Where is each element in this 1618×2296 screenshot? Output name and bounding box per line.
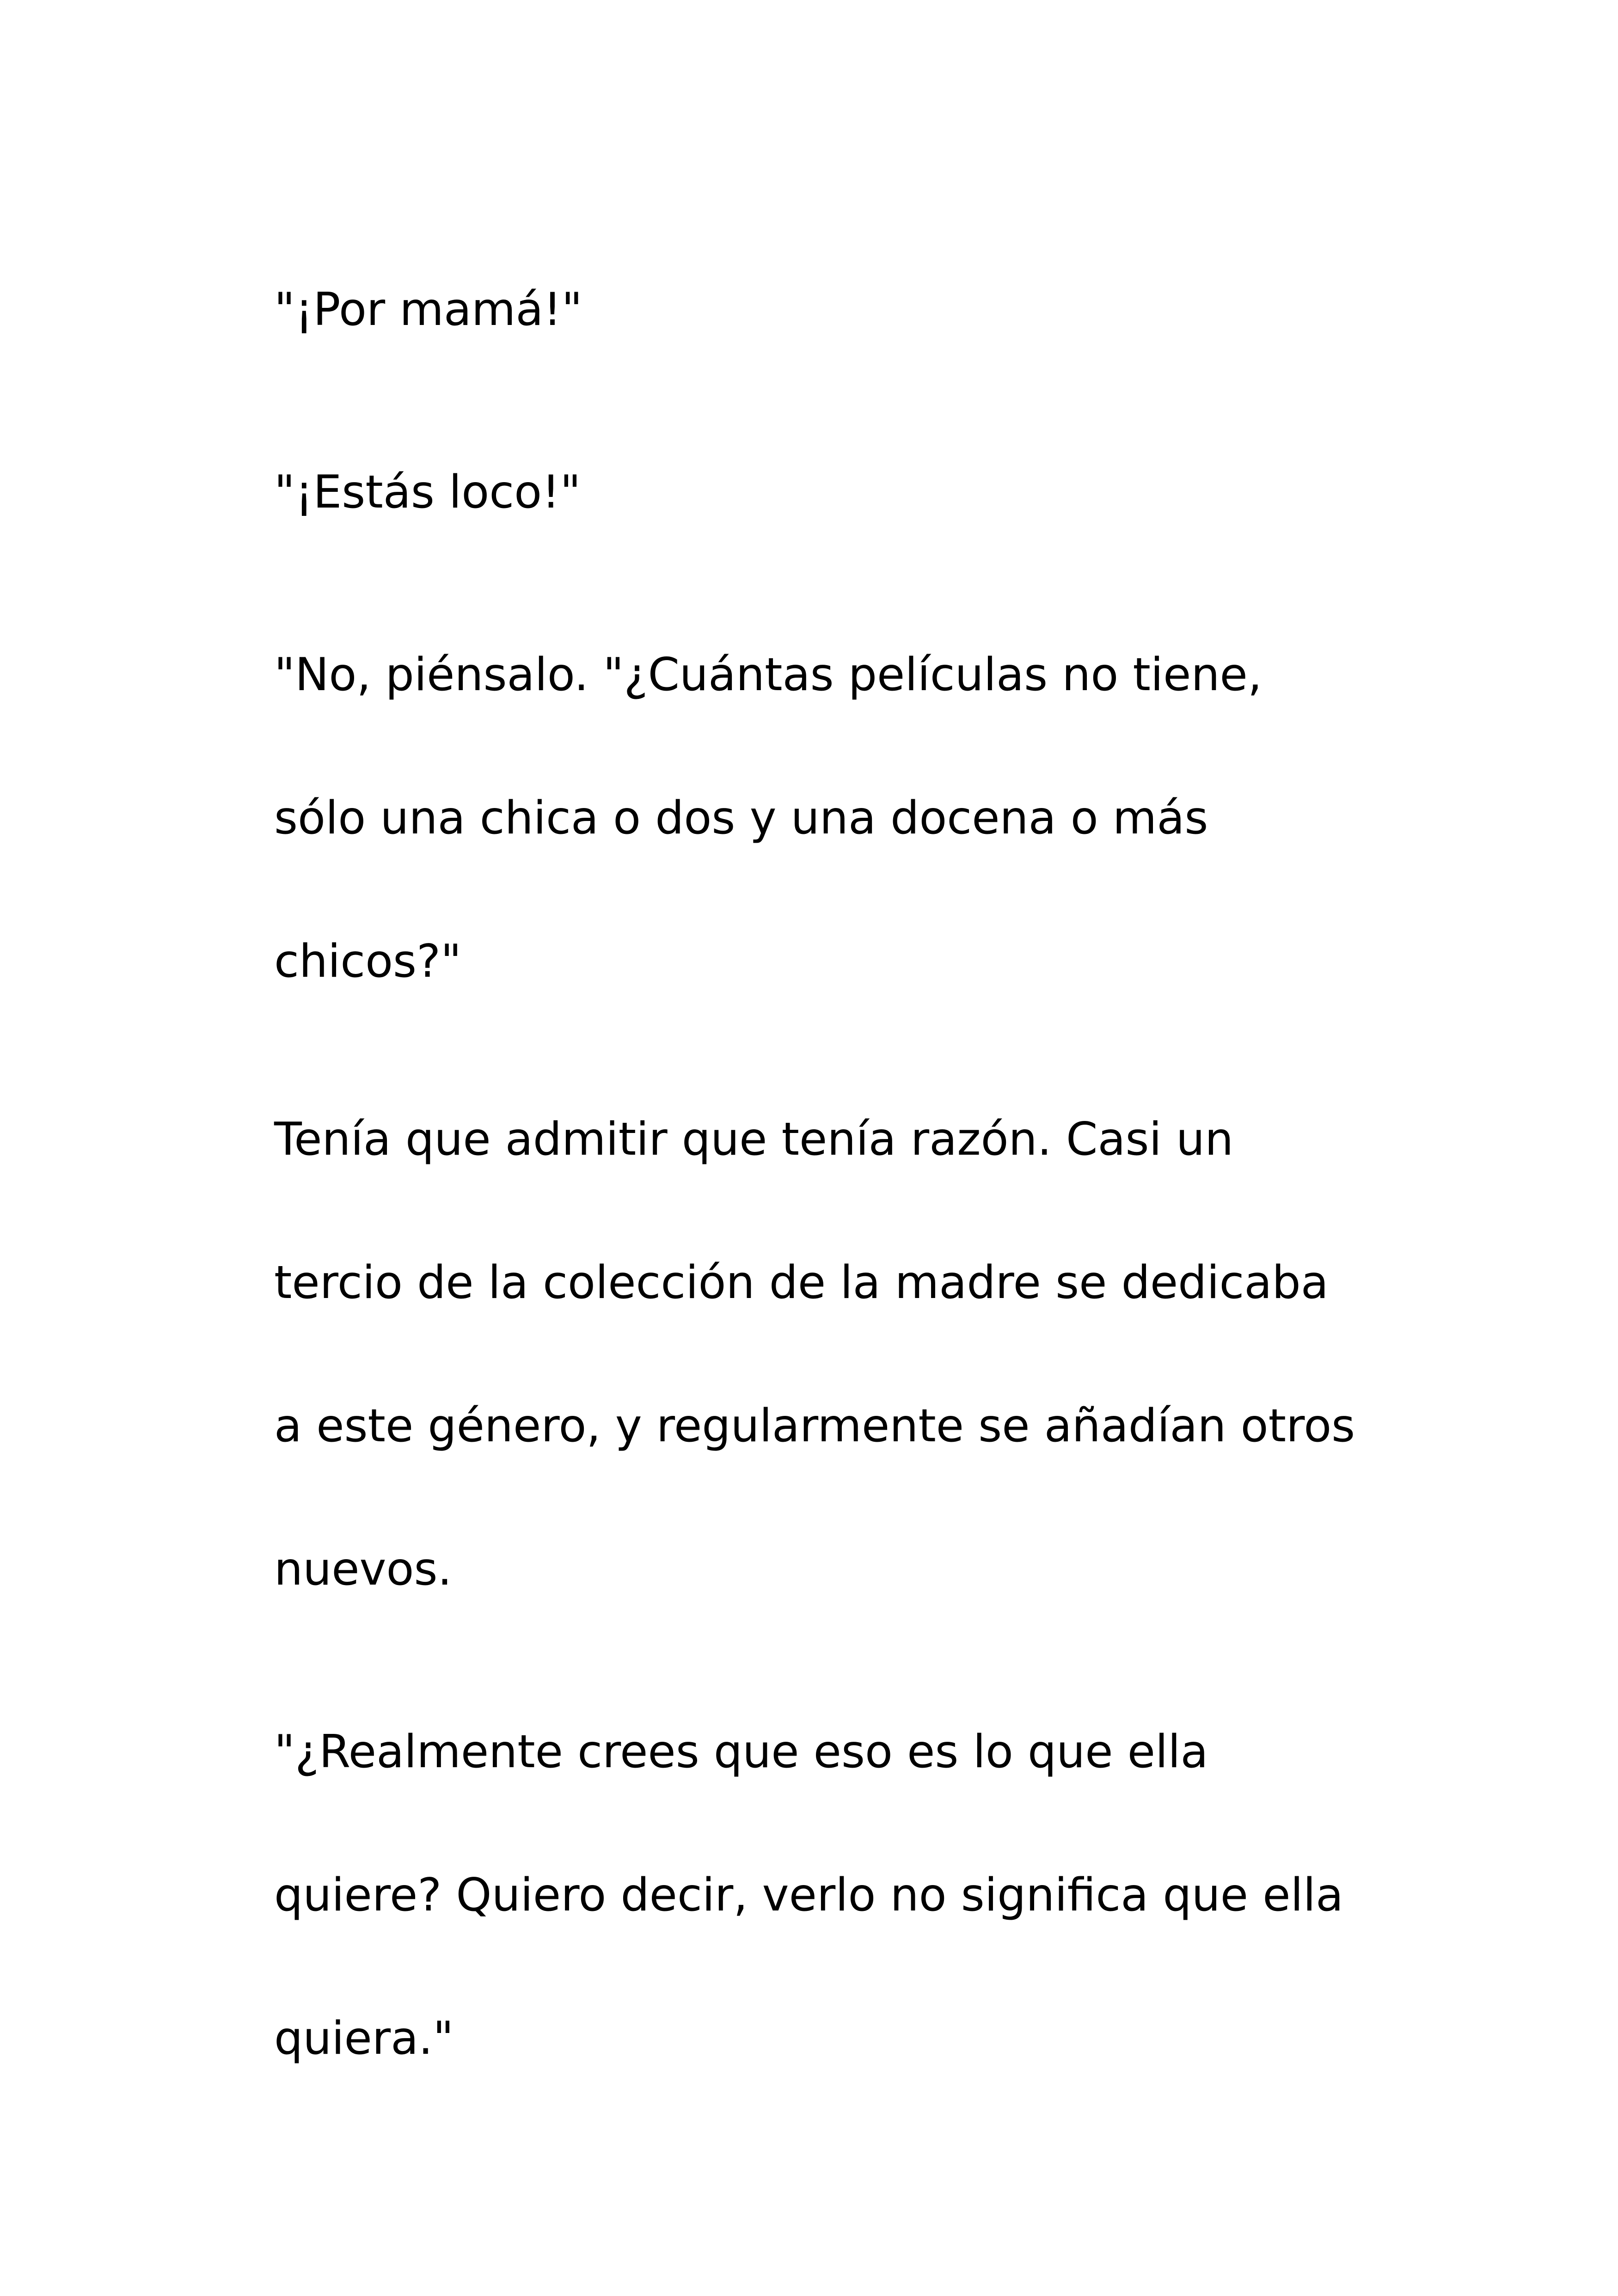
text-line-2: "¡Estás loco!" — [274, 466, 581, 519]
text-line-8: a este género, y regularmente se añadían otros — [274, 1400, 1355, 1452]
text-line-4: sólo una chica o dos y una docena o más — [274, 792, 1208, 845]
text-line-3: "No, piénsalo. "¿Cuántas películas no tiene, — [274, 649, 1263, 701]
text-line-10: "¿Realmente crees que eso es lo que ella — [274, 1726, 1208, 1778]
text-line-7: tercio de la colección de la madre se dedicaba — [274, 1256, 1329, 1309]
text-line-6: Tenía que admitir que tenía razón. Casi un — [274, 1113, 1234, 1166]
text-line-9: nuevos. — [274, 1543, 452, 1596]
text-line-1: "¡Por mamá!" — [274, 283, 582, 336]
text-line-11: quiere? Quiero decir, verlo no significa que ella — [274, 1869, 1344, 1922]
text-line-12: quiera." — [274, 2012, 454, 2065]
text-line-5: chicos?" — [274, 935, 462, 988]
